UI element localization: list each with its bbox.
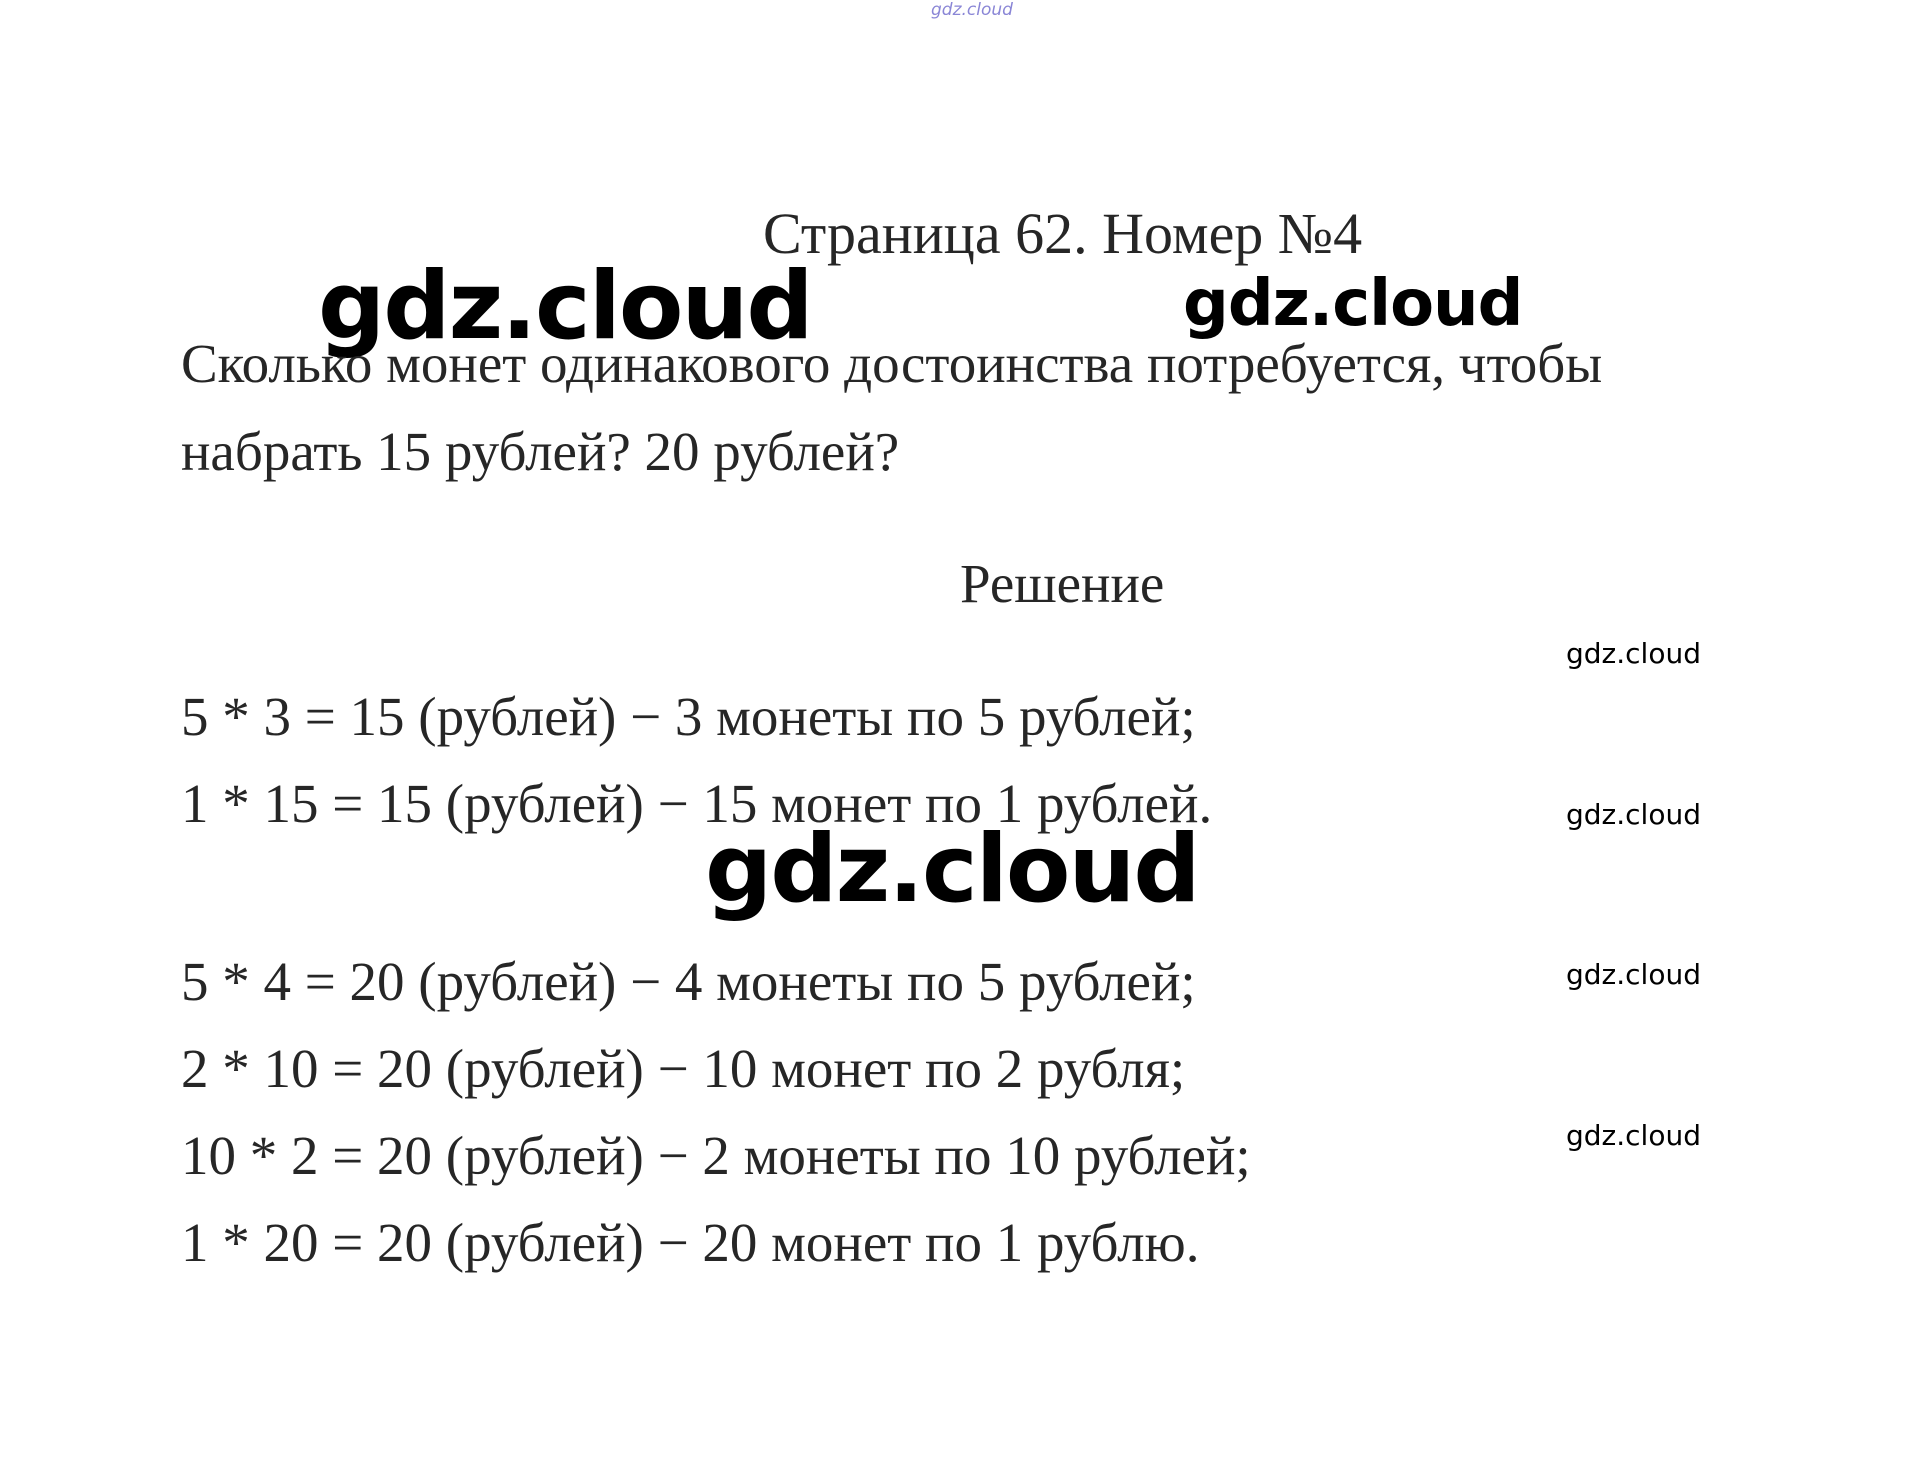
- top-watermark: gdz.cloud: [931, 0, 1013, 20]
- watermark-small: gdz.cloud: [1566, 798, 1701, 831]
- solution-line: 5 * 4 = 20 (рублей) − 4 монеты по 5 рублей;: [181, 951, 1196, 1012]
- solution-line: 5 * 3 = 15 (рублей) − 3 монеты по 5 рублей;: [181, 686, 1196, 747]
- watermark-small: gdz.cloud: [1566, 1119, 1701, 1152]
- watermark-large: gdz.cloud: [318, 252, 812, 361]
- watermark-small: gdz.cloud: [1566, 958, 1701, 991]
- solution-heading: Решение: [960, 553, 1165, 614]
- page-title: Страница 62. Номер №4: [763, 201, 1363, 266]
- solution-line: 2 * 10 = 20 (рублей) − 10 монет по 2 рубля;: [181, 1038, 1186, 1099]
- watermark-large: gdz.cloud: [705, 815, 1199, 924]
- solution-line: 1 * 20 = 20 (рублей) − 20 монет по 1 рублю.: [181, 1212, 1200, 1273]
- question-line-2: набрать 15 рублей? 20 рублей?: [181, 421, 900, 482]
- solution-line: 1 * 15 = 15 (рублей) − 15 монет по 1 рублей.: [181, 773, 1213, 834]
- question-line-1: Сколько монет одинакового достоинства потребуется, чтобы: [181, 333, 1603, 394]
- watermark-medium: gdz.cloud: [1183, 267, 1523, 341]
- solution-line: 10 * 2 = 20 (рублей) − 2 монеты по 10 рублей;: [181, 1125, 1251, 1186]
- watermark-small: gdz.cloud: [1566, 637, 1701, 670]
